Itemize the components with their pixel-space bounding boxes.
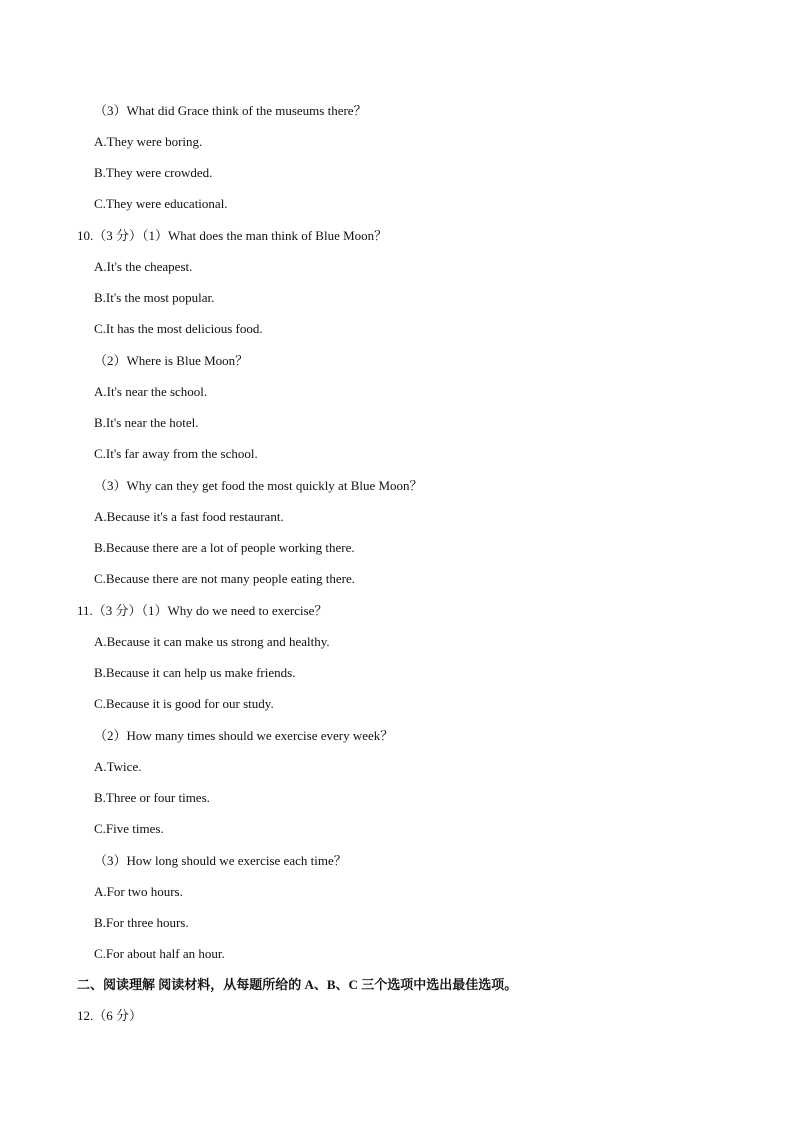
question-9-3: （3）What did Grace think of the museums there？ — [94, 103, 367, 118]
option-line: A.They were boring. — [94, 134, 203, 149]
option-line: C.Five times. — [94, 821, 164, 836]
option-line: C.They were educational. — [94, 196, 228, 211]
option-line: A.It's the cheapest. — [94, 259, 193, 274]
option-line: B.For three hours. — [94, 915, 189, 930]
question-10-2: （2）Where is Blue Moon？ — [94, 353, 249, 368]
question-11-3: （3）How long should we exercise each time？ — [94, 853, 347, 868]
question-11-2: （2）How many times should we exercise every week？ — [94, 728, 394, 743]
question-11-1: 11.（3 分）（1）Why do we need to exercise？ — [77, 603, 328, 618]
option-line: B.It's near the hotel. — [94, 415, 199, 430]
option-line: C.It's far away from the school. — [94, 446, 258, 461]
section-heading-reading: 二、阅读理解 阅读材料，从每题所给的 A、B、C 三个选项中选出最佳选项。 — [77, 977, 518, 992]
option-line: A.Because it's a fast food restaurant. — [94, 509, 284, 524]
option-line: C.For about half an hour. — [94, 946, 225, 961]
option-line: A.Because it can make us strong and healthy. — [94, 634, 330, 649]
option-line: C.Because there are not many people eating there. — [94, 571, 355, 586]
option-line: A.Twice. — [94, 759, 142, 774]
question-12: 12.（6 分） — [77, 1008, 143, 1023]
question-10-1: 10.（3 分）（1）What does the man think of Blue Moon？ — [77, 228, 388, 243]
option-line: C.Because it is good for our study. — [94, 696, 274, 711]
option-line: B.Three or four times. — [94, 790, 210, 805]
option-line: B.They were crowded. — [94, 165, 213, 180]
option-line: B.Because there are a lot of people working there. — [94, 540, 355, 555]
option-line: A.For two hours. — [94, 884, 183, 899]
option-line: B.It's the most popular. — [94, 290, 215, 305]
option-line: C.It has the most delicious food. — [94, 321, 263, 336]
option-line: B.Because it can help us make friends. — [94, 665, 296, 680]
option-line: A.It's near the school. — [94, 384, 208, 399]
question-10-3: （3）Why can they get food the most quickly at Blue Moon？ — [94, 478, 423, 493]
